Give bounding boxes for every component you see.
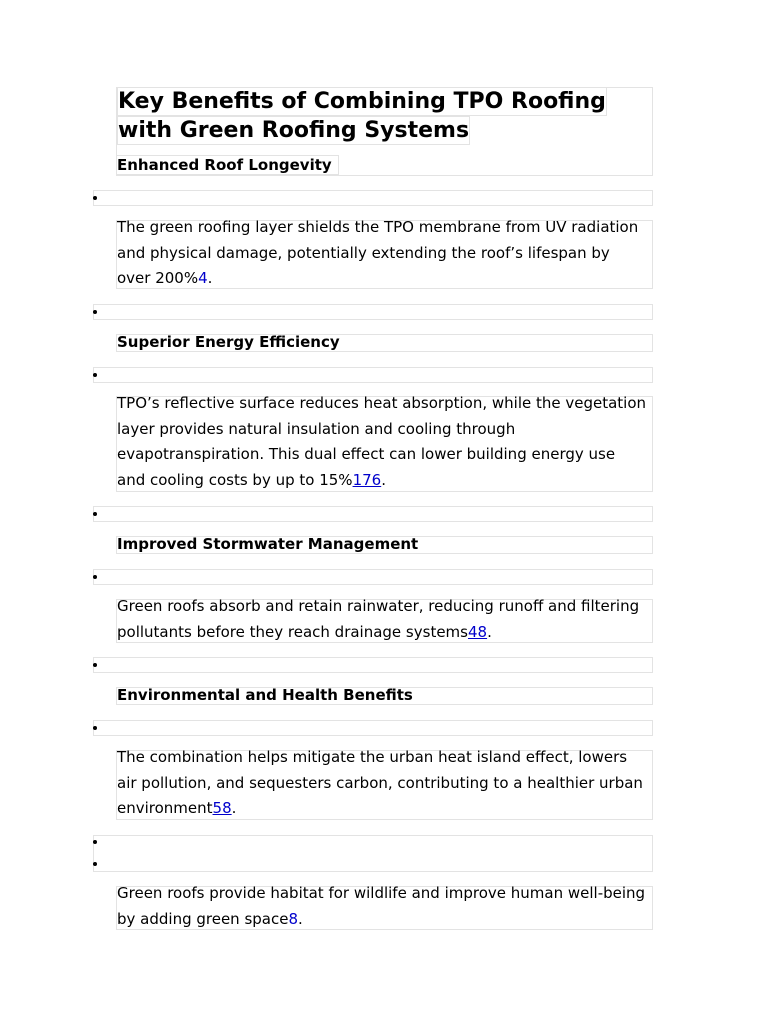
citation-link[interactable]: 58	[212, 799, 232, 817]
paragraph-text: Green roofs absorb and retain rainwater, reducing runoff and filtering pollutants before they reach drainage systems	[117, 597, 640, 641]
bullet	[93, 373, 97, 377]
title-line-1: Key Benefits of Combining TPO Roofing	[118, 89, 606, 114]
title-line-2: with Green Roofing Systems	[118, 118, 470, 143]
section-heading-stormwater: Improved Stormwater Management	[117, 535, 419, 553]
bullet	[93, 512, 97, 516]
paragraph-text: Green roofs provide habitat for wildlife and improve human well-being by adding green space	[117, 884, 646, 928]
section-heading-longevity: Enhanced Roof Longevity	[117, 156, 332, 174]
list-item-empty	[93, 190, 653, 206]
paragraph-energy	[117, 391, 647, 493]
bullet	[93, 726, 97, 730]
paragraph-text: TPO’s reflective surface reduces heat absorption, while the vegetation layer provides natural insulation and cooling through evapotranspiration. This dual effect can lower building energy use and cooling costs by up to 15%	[117, 394, 647, 489]
paragraph-text: The combination helps mitigate the urban heat island effect, lowers air pollution, and sequesters carbon, contributing to a healthier urban environment	[117, 748, 643, 817]
period: .	[207, 269, 213, 287]
list-item-empty	[93, 657, 653, 673]
list-item-empty	[93, 367, 653, 383]
bullet	[93, 575, 97, 579]
citation-link[interactable]: 176	[352, 470, 382, 489]
period: .	[381, 470, 386, 489]
paragraph-text: The green roofing layer shields the TPO membrane from UV radiation and physical damage, potentially extending the roof’s lifespan by over 200%	[117, 218, 639, 287]
paragraph-environment	[117, 745, 647, 822]
section-heading-environment: Environmental and Health Benefits	[117, 686, 413, 704]
bullet	[93, 196, 97, 200]
page-title	[117, 87, 647, 145]
bullet	[93, 840, 97, 844]
bullet	[93, 862, 97, 866]
list-item-empty	[93, 835, 653, 872]
list-item-empty	[93, 304, 653, 320]
period: .	[298, 909, 303, 928]
section-heading-energy: Superior Energy Efficiency	[117, 333, 340, 351]
paragraph-habitat	[117, 881, 647, 932]
bullet	[93, 663, 97, 667]
paragraph-longevity	[117, 215, 647, 292]
citation-link[interactable]: 48	[467, 622, 488, 641]
list-item-empty	[93, 720, 653, 736]
list-item-empty	[93, 506, 653, 522]
citation-link[interactable]: 4	[198, 269, 208, 287]
period: .	[231, 799, 237, 817]
paragraph-stormwater	[117, 594, 647, 645]
bullet	[93, 310, 97, 314]
list-item-empty	[93, 569, 653, 585]
citation-link[interactable]: 8	[288, 909, 299, 928]
period: .	[487, 622, 492, 641]
